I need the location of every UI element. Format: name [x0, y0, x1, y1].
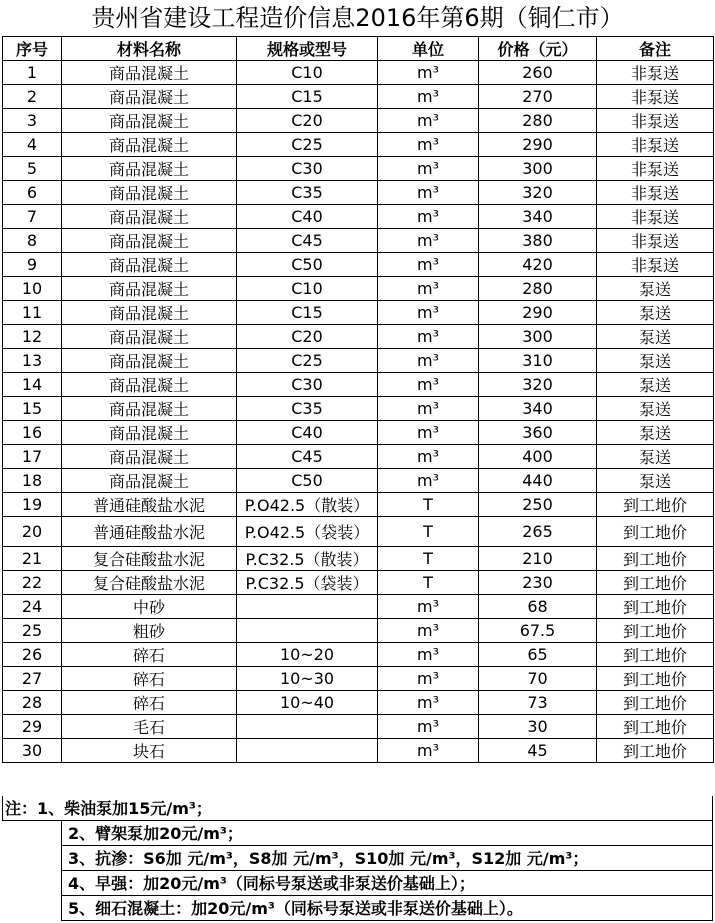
- header-price: 价格（元）: [479, 37, 597, 61]
- cell-name: 碎石: [62, 691, 237, 715]
- cell-unit: m³: [378, 397, 479, 421]
- cell-note: 泵送: [597, 445, 714, 469]
- cell-name: 商品混凝土: [62, 421, 237, 445]
- cell-name: 商品混凝土: [62, 109, 237, 133]
- cell-spec: C30: [237, 373, 378, 397]
- cell-spec: C20: [237, 325, 378, 349]
- cell-no: 19: [3, 493, 62, 517]
- cell-price: 210: [479, 547, 597, 571]
- cell-unit: m³: [378, 469, 479, 493]
- cell-price: 320: [479, 373, 597, 397]
- cell-name: 商品混凝土: [62, 349, 237, 373]
- cell-price: 290: [479, 133, 597, 157]
- cell-spec: P.O42.5（袋装）: [237, 517, 378, 547]
- cell-no: 5: [3, 157, 62, 181]
- cell-no: 25: [3, 619, 62, 643]
- table-row: [3, 205, 714, 229]
- cell-unit: T: [378, 517, 479, 547]
- table-row: [3, 691, 714, 715]
- cell-note: 非泵送: [597, 85, 714, 109]
- table-row: [3, 133, 714, 157]
- table-row: [3, 547, 714, 571]
- cell-price: 400: [479, 445, 597, 469]
- cell-name: 商品混凝土: [62, 325, 237, 349]
- price-table: [2, 36, 714, 763]
- table-row: [3, 667, 714, 691]
- cell-unit: m³: [378, 229, 479, 253]
- cell-price: 65: [479, 643, 597, 667]
- cell-note: 到工地价: [597, 619, 714, 643]
- cell-note: 泵送: [597, 397, 714, 421]
- cell-spec: C35: [237, 397, 378, 421]
- cell-spec: [237, 595, 378, 619]
- cell-price: 320: [479, 181, 597, 205]
- cell-note: 泵送: [597, 277, 714, 301]
- cell-note: 泵送: [597, 349, 714, 373]
- cell-price: 280: [479, 277, 597, 301]
- table-row: [3, 739, 714, 763]
- cell-unit: m³: [378, 691, 479, 715]
- table-row: [3, 277, 714, 301]
- table-row: [3, 421, 714, 445]
- cell-no: 21: [3, 547, 62, 571]
- cell-name: 商品混凝土: [62, 205, 237, 229]
- cell-price: 340: [479, 205, 597, 229]
- note-4: 4、早强：加20元/m³（同标号泵送或非泵送价基础上）；: [61, 871, 713, 896]
- cell-no: 7: [3, 205, 62, 229]
- cell-note: 到工地价: [597, 493, 714, 517]
- cell-name: 商品混凝土: [62, 229, 237, 253]
- cell-price: 360: [479, 421, 597, 445]
- cell-price: 68: [479, 595, 597, 619]
- cell-spec: C15: [237, 85, 378, 109]
- cell-spec: C40: [237, 205, 378, 229]
- cell-no: 24: [3, 595, 62, 619]
- cell-name: 粗砂: [62, 619, 237, 643]
- cell-price: 45: [479, 739, 597, 763]
- cell-spec: 10~30: [237, 667, 378, 691]
- cell-no: 17: [3, 445, 62, 469]
- cell-name: 复合硅酸盐水泥: [62, 571, 237, 595]
- cell-spec: C25: [237, 349, 378, 373]
- cell-name: 商品混凝土: [62, 133, 237, 157]
- cell-note: 非泵送: [597, 109, 714, 133]
- cell-name: 商品混凝土: [62, 61, 237, 85]
- note-3: 3、抗渗：S6加 元/m³，S8加 元/m³，S10加 元/m³，S12加 元/m³；: [61, 846, 713, 871]
- cell-name: 商品混凝土: [62, 181, 237, 205]
- cell-spec: 10~20: [237, 643, 378, 667]
- cell-price: 280: [479, 109, 597, 133]
- cell-spec: C20: [237, 109, 378, 133]
- header-unit: 单位: [378, 37, 479, 61]
- table-row: [3, 61, 714, 85]
- table-row: [3, 397, 714, 421]
- cell-price: 300: [479, 157, 597, 181]
- cell-name: 普通硅酸盐水泥: [62, 517, 237, 547]
- cell-no: 29: [3, 715, 62, 739]
- cell-no: 22: [3, 571, 62, 595]
- cell-note: 泵送: [597, 469, 714, 493]
- cell-note: 到工地价: [597, 547, 714, 571]
- cell-no: 4: [3, 133, 62, 157]
- cell-spec: C10: [237, 277, 378, 301]
- cell-name: 商品混凝土: [62, 253, 237, 277]
- cell-no: 11: [3, 301, 62, 325]
- cell-name: 中砂: [62, 595, 237, 619]
- cell-spec: C40: [237, 421, 378, 445]
- cell-name: 复合硅酸盐水泥: [62, 547, 237, 571]
- cell-note: 到工地价: [597, 517, 714, 547]
- cell-price: 380: [479, 229, 597, 253]
- table-row: [3, 643, 714, 667]
- cell-no: 12: [3, 325, 62, 349]
- cell-price: 260: [479, 61, 597, 85]
- cell-unit: m³: [378, 421, 479, 445]
- cell-name: 商品混凝土: [62, 373, 237, 397]
- cell-no: 14: [3, 373, 62, 397]
- cell-name: 碎石: [62, 667, 237, 691]
- cell-spec: P.C32.5（袋装）: [237, 571, 378, 595]
- cell-spec: C50: [237, 469, 378, 493]
- cell-no: 30: [3, 739, 62, 763]
- cell-price: 270: [479, 85, 597, 109]
- cell-spec: [237, 739, 378, 763]
- cell-unit: m³: [378, 325, 479, 349]
- cell-spec: 10~40: [237, 691, 378, 715]
- cell-name: 商品混凝土: [62, 157, 237, 181]
- sheet-title: 贵州省建设工程造价信息2016年第6期（铜仁市）: [91, 4, 624, 32]
- cell-unit: m³: [378, 205, 479, 229]
- header-name: 材料名称: [62, 37, 237, 61]
- cell-unit: m³: [378, 85, 479, 109]
- cell-spec: C25: [237, 133, 378, 157]
- cell-no: 26: [3, 643, 62, 667]
- table-row: [3, 181, 714, 205]
- cell-note: 非泵送: [597, 229, 714, 253]
- note-2: 2、臂架泵加20元/m³；: [61, 821, 713, 846]
- cell-note: 泵送: [597, 301, 714, 325]
- cell-name: 商品混凝土: [62, 397, 237, 421]
- cell-price: 440: [479, 469, 597, 493]
- table-row: [3, 571, 714, 595]
- cell-note: 到工地价: [597, 715, 714, 739]
- cell-unit: m³: [378, 133, 479, 157]
- cell-price: 70: [479, 667, 597, 691]
- table-row: [3, 325, 714, 349]
- header-no: 序号: [3, 37, 62, 61]
- table-row: [3, 469, 714, 493]
- cell-unit: m³: [378, 715, 479, 739]
- table-row: [3, 229, 714, 253]
- cell-spec: C45: [237, 229, 378, 253]
- cell-spec: C30: [237, 157, 378, 181]
- notes-section: [2, 796, 713, 921]
- table-row: [3, 349, 714, 373]
- cell-unit: T: [378, 493, 479, 517]
- cell-spec: C50: [237, 253, 378, 277]
- cell-no: 10: [3, 277, 62, 301]
- cell-spec: P.C32.5（散装）: [237, 547, 378, 571]
- cell-price: 300: [479, 325, 597, 349]
- header-note: 备注: [597, 37, 714, 61]
- cell-no: 27: [3, 667, 62, 691]
- cell-unit: m³: [378, 277, 479, 301]
- cell-spec: [237, 619, 378, 643]
- cell-name: 普通硅酸盐水泥: [62, 493, 237, 517]
- cell-spec: [237, 715, 378, 739]
- table-row: [3, 493, 714, 517]
- table-row: [3, 373, 714, 397]
- cell-spec: C15: [237, 301, 378, 325]
- cell-note: 非泵送: [597, 181, 714, 205]
- header-spec: 规格或型号: [237, 37, 378, 61]
- cell-name: 商品混凝土: [62, 301, 237, 325]
- cell-no: 15: [3, 397, 62, 421]
- cell-note: 到工地价: [597, 643, 714, 667]
- cell-note: 非泵送: [597, 61, 714, 85]
- cell-unit: m³: [378, 349, 479, 373]
- cell-unit: m³: [378, 181, 479, 205]
- cell-no: 9: [3, 253, 62, 277]
- cell-no: 13: [3, 349, 62, 373]
- cell-price: 230: [479, 571, 597, 595]
- cell-note: 非泵送: [597, 157, 714, 181]
- cell-price: 310: [479, 349, 597, 373]
- cell-price: 67.5: [479, 619, 597, 643]
- cell-unit: m³: [378, 445, 479, 469]
- cell-note: 非泵送: [597, 205, 714, 229]
- cell-unit: m³: [378, 739, 479, 763]
- table-body: [3, 61, 714, 763]
- cell-name: 商品混凝土: [62, 469, 237, 493]
- cell-name: 商品混凝土: [62, 277, 237, 301]
- cell-price: 290: [479, 301, 597, 325]
- cell-unit: m³: [378, 595, 479, 619]
- note-1: 注：1、柴油泵加15元/m³；: [2, 796, 713, 821]
- table-row: [3, 109, 714, 133]
- cell-price: 340: [479, 397, 597, 421]
- cell-no: 20: [3, 517, 62, 547]
- cell-unit: T: [378, 571, 479, 595]
- cell-spec: P.O42.5（散装）: [237, 493, 378, 517]
- cell-unit: m³: [378, 373, 479, 397]
- cell-price: 250: [479, 493, 597, 517]
- cell-price: 30: [479, 715, 597, 739]
- cell-note: 到工地价: [597, 595, 714, 619]
- cell-name: 商品混凝土: [62, 445, 237, 469]
- cell-unit: m³: [378, 109, 479, 133]
- cell-unit: m³: [378, 667, 479, 691]
- cell-note: 泵送: [597, 325, 714, 349]
- table-row: [3, 619, 714, 643]
- cell-price: 73: [479, 691, 597, 715]
- cell-spec: C35: [237, 181, 378, 205]
- cell-unit: m³: [378, 301, 479, 325]
- cell-note: 泵送: [597, 421, 714, 445]
- cell-note: 到工地价: [597, 691, 714, 715]
- note-5: 5、细石混凝土：加20元/m³（同标号泵送或非泵送价基础上）。: [61, 896, 713, 921]
- cell-no: 8: [3, 229, 62, 253]
- cell-no: 2: [3, 85, 62, 109]
- table-row: [3, 517, 714, 547]
- cell-no: 3: [3, 109, 62, 133]
- cell-unit: m³: [378, 253, 479, 277]
- cell-note: 非泵送: [597, 133, 714, 157]
- cell-no: 18: [3, 469, 62, 493]
- cell-price: 265: [479, 517, 597, 547]
- cell-name: 商品混凝土: [62, 85, 237, 109]
- cell-name: 碎石: [62, 643, 237, 667]
- table-row: [3, 715, 714, 739]
- cell-name: 毛石: [62, 715, 237, 739]
- table-row: [3, 85, 714, 109]
- table-row: [3, 253, 714, 277]
- table-row: [3, 445, 714, 469]
- cell-unit: m³: [378, 157, 479, 181]
- cell-no: 6: [3, 181, 62, 205]
- table-row: [3, 595, 714, 619]
- cell-no: 16: [3, 421, 62, 445]
- table-row: [3, 301, 714, 325]
- cell-unit: T: [378, 547, 479, 571]
- cell-spec: C45: [237, 445, 378, 469]
- cell-note: 泵送: [597, 373, 714, 397]
- cell-name: 块石: [62, 739, 237, 763]
- cell-note: 到工地价: [597, 739, 714, 763]
- cell-price: 420: [479, 253, 597, 277]
- cell-no: 1: [3, 61, 62, 85]
- cell-unit: m³: [378, 619, 479, 643]
- cell-unit: m³: [378, 643, 479, 667]
- table-row: [3, 157, 714, 181]
- cell-note: 到工地价: [597, 667, 714, 691]
- cell-no: 28: [3, 691, 62, 715]
- cell-unit: m³: [378, 61, 479, 85]
- cell-spec: C10: [237, 61, 378, 85]
- cell-note: 到工地价: [597, 571, 714, 595]
- cell-note: 非泵送: [597, 253, 714, 277]
- header-row: [3, 37, 714, 61]
